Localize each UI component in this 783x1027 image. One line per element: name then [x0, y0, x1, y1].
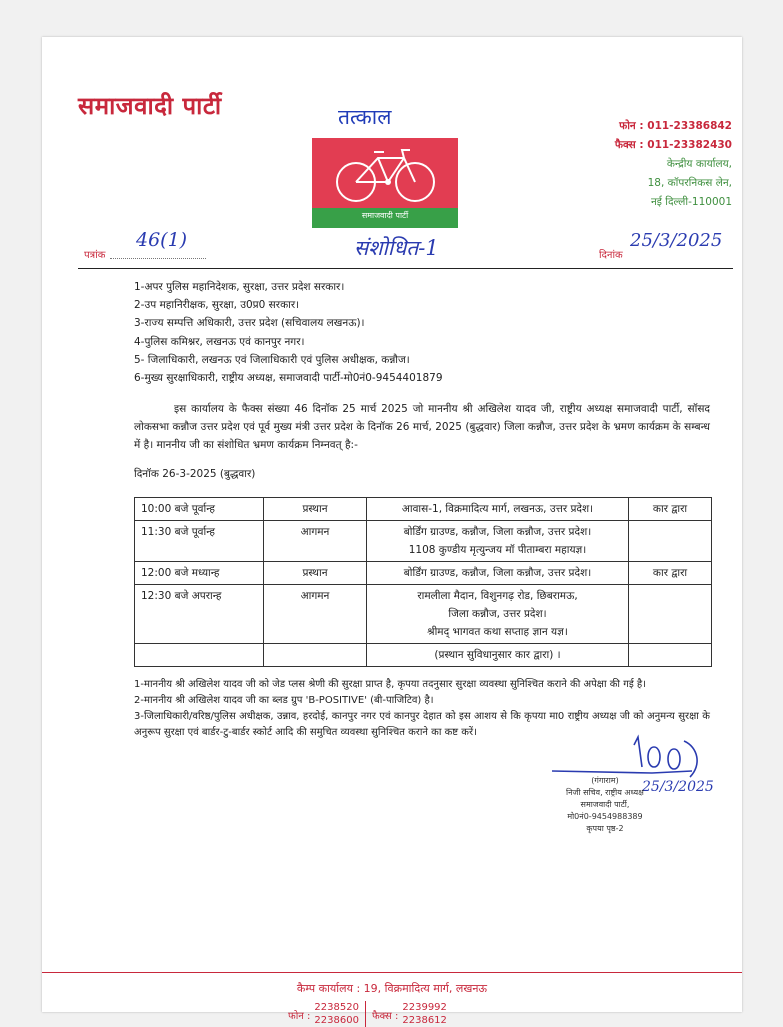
list-item: 1-अपर पुलिस महानिदेशक, सुरक्षा, उत्तर प्रदेश सरकार। [134, 281, 345, 293]
place-line: जिला कन्नौज, उत्तर प्रदेश। [448, 608, 547, 620]
signatory-org: समाजवादी पार्टी, [580, 800, 630, 809]
dinank-value: 25/3/2025 [630, 230, 723, 251]
signatory-title: निजी सचिव, राष्ट्रीय अध्यक्ष [566, 788, 644, 797]
fax-number: फैक्स : 011-23382430 [614, 139, 732, 151]
place-line: 1108 कुण्डीय मृत्युन्जय मॉ पीताम्बरा महायज्ञ। [408, 544, 587, 556]
patrank-label: पत्रांक [84, 250, 106, 261]
time-cell: 11:30 बजे पूर्वान्ह [135, 521, 264, 562]
table-row [135, 644, 712, 667]
mode-cell: कार द्वारा [629, 562, 712, 585]
list-item: 2-उप महानिरीक्षक, सुरक्षा, उ0प्र0 सरकार। [134, 299, 300, 312]
body-paragraph [134, 400, 710, 454]
fax-number: 2239992 [402, 1002, 447, 1013]
phone-number: फोन : 011-23386842 [619, 120, 732, 132]
table-row [135, 585, 712, 644]
signature-date: 25/3/2025 [642, 779, 714, 795]
time-cell: 12:30 बजे अपरान्ह [135, 585, 264, 644]
mode-cell [629, 644, 712, 667]
list-item: 6-मुख्य सुरक्षाधिकारी, राष्ट्रीय अध्यक्ष, समाजवादी पार्टी-मो0नं0-9454401879 [134, 372, 443, 385]
address-line: नई दिल्ली-110001 [650, 196, 732, 208]
recipient-list [134, 278, 443, 387]
action-cell: आगमन [264, 521, 367, 562]
table-row [135, 498, 712, 521]
schedule-table [134, 497, 712, 667]
signatory-name: (गंगाराम) [591, 776, 619, 785]
signatory-mobile: मो0नं0-9454988389 [567, 812, 643, 821]
patrank-value: 46(1) [136, 229, 188, 251]
urgent-stamp: तत्काल [338, 105, 392, 129]
letter-page [42, 37, 742, 1026]
contact-block [615, 117, 732, 212]
note-item: 3-जिलाधिकारी/वरिष्ठ/पुलिस अधीक्षक, उन्नाव, हरदोई, कानपुर नगर एवं कानपुर देहात को इस आशय से कि कृपया मा0 राष्ट्रीय अध्यक्ष जी को अनुमन्य सुरक्षा के अनुरूप सुरक्षा एवं बार्डर-टु-बार्डर स्कोर्ट आदि की समुचित व्यवस्था सुनिश्चित कराने का कष्ट करें। [134, 711, 710, 738]
flag-red-band [312, 138, 458, 208]
list-item: 5- जिलाधिकारी, लखनऊ एवं जिलाधिकारी एवं पुलिस अधीक्षक, कन्नौज। [134, 353, 410, 366]
action-cell: प्रस्थान [264, 562, 367, 585]
place-cell: बोर्डिंग ग्राउण्ड, कन्नौज, जिला कन्नौज, उत्तर प्रदेश। [367, 562, 629, 585]
list-item: 3-राज्य सम्पत्ति अधिकारी, उत्तर प्रदेश (सचिवालय लखनऊ)। [134, 317, 365, 330]
body-text: इस कार्यालय के फैक्स संख्या 46 दिनॉक 25 मार्च 2025 जो माननीय श्री अखिलेश यादव जी, राष्ट्रीय अध्यक्ष समाजवादी पार्टी, सॉसद लोकसभा कन्नौज उत्तर प्रदेश एवं पूर्व मुख्य मंत्री उत्तर प्रदेश के दिनॉक 26 मार्च, 2025 (बुद्धवार) जिला कन्नौज, उत्तर प्रदेश के भ्रमण कार्यक्रम के सम्बन्ध में है। माननीय जी का संशोधित भ्रमण कार्यक्रम निम्नवत् है:- [134, 403, 710, 451]
address-line: केन्द्रीय कार्यालय, [666, 158, 732, 170]
table-row [135, 562, 712, 585]
header-divider [78, 268, 733, 269]
signature-block [566, 775, 644, 835]
revised-stamp: संशोधित-1 [354, 236, 439, 260]
party-name: समाजवादी पार्टी [78, 92, 222, 120]
phone-number: 2238600 [314, 1015, 359, 1026]
bicycle-icon [312, 138, 458, 208]
fax-number: 2238612 [402, 1015, 447, 1026]
place-line: बोर्डिंग ग्राउण्ड, कन्नौज, जिला कन्नौज, उत्तर प्रदेश। [403, 526, 592, 538]
note-item: 1-माननीय श्री अखिलेश यादव जी को जेड प्लस श्रेणी की सुरक्षा प्राप्त है, कृपया तदनुसार सुरक्षा व्यवस्था सुनिश्चित कराने की अपेक्षा की गई है। [134, 679, 647, 690]
patrank-dotted-line [110, 258, 206, 259]
action-cell [264, 644, 367, 667]
footer-fax-numbers [402, 1001, 447, 1027]
footer-contacts [288, 1001, 447, 1027]
footer-phone-label: फोन : [288, 1011, 311, 1022]
place-cell [367, 585, 629, 644]
time-cell [135, 644, 264, 667]
footer-fax-label: फैक्स : [371, 1011, 399, 1022]
please-turn-over: कृपया पृष्ठ-2 [586, 824, 624, 833]
place-cell: (प्रस्थान सुविधानुसार कार द्वारा) । [367, 644, 629, 667]
schedule-date: दिनॉक 26-3-2025 (बुद्धवार) [134, 468, 256, 480]
place-cell: आवास-1, विक्रमादित्य मार्ग, लखनऊ, उत्तर प्रदेश। [367, 498, 629, 521]
footer-phone-numbers [314, 1001, 359, 1027]
time-cell: 10:00 बजे पूर्वान्ह [135, 498, 264, 521]
time-cell: 12:00 बजे मध्यान्ह [135, 562, 264, 585]
flag-label: समाजवादी पार्टी [361, 211, 409, 220]
list-item: 4-पुलिस कमिश्नर, लखनऊ एवं कानपुर नगर। [134, 335, 305, 348]
address-line: 18, कॉपरनिकस लेन, [647, 177, 732, 189]
footer-divider [42, 972, 742, 973]
place-line: रामलीला मैदान, विशुनगढ़ रोड, छिबरामऊ, [417, 590, 578, 602]
camp-office-address: कैम्प कार्यालय : 19, विक्रमादित्य मार्ग, लखनऊ [296, 982, 488, 995]
note-item: 2-माननीय श्री अखिलेश यादव जी का ब्लड ग्रुप 'B-POSITIVE' (बी-पाजिटिव) है। [134, 695, 434, 706]
mode-cell: कार द्वारा [629, 498, 712, 521]
footer-separator [365, 1001, 366, 1027]
place-line: श्रीमद् भागवत कथा सप्ताह ज्ञान यज्ञ। [427, 626, 568, 638]
party-flag-logo [312, 138, 458, 228]
mode-cell [629, 585, 712, 644]
table-row [135, 521, 712, 562]
action-cell: प्रस्थान [264, 498, 367, 521]
phone-number: 2238520 [314, 1002, 359, 1013]
place-cell [367, 521, 629, 562]
mode-cell [629, 521, 712, 562]
dinank-label: दिनांक [599, 250, 623, 261]
action-cell: आगमन [264, 585, 367, 644]
